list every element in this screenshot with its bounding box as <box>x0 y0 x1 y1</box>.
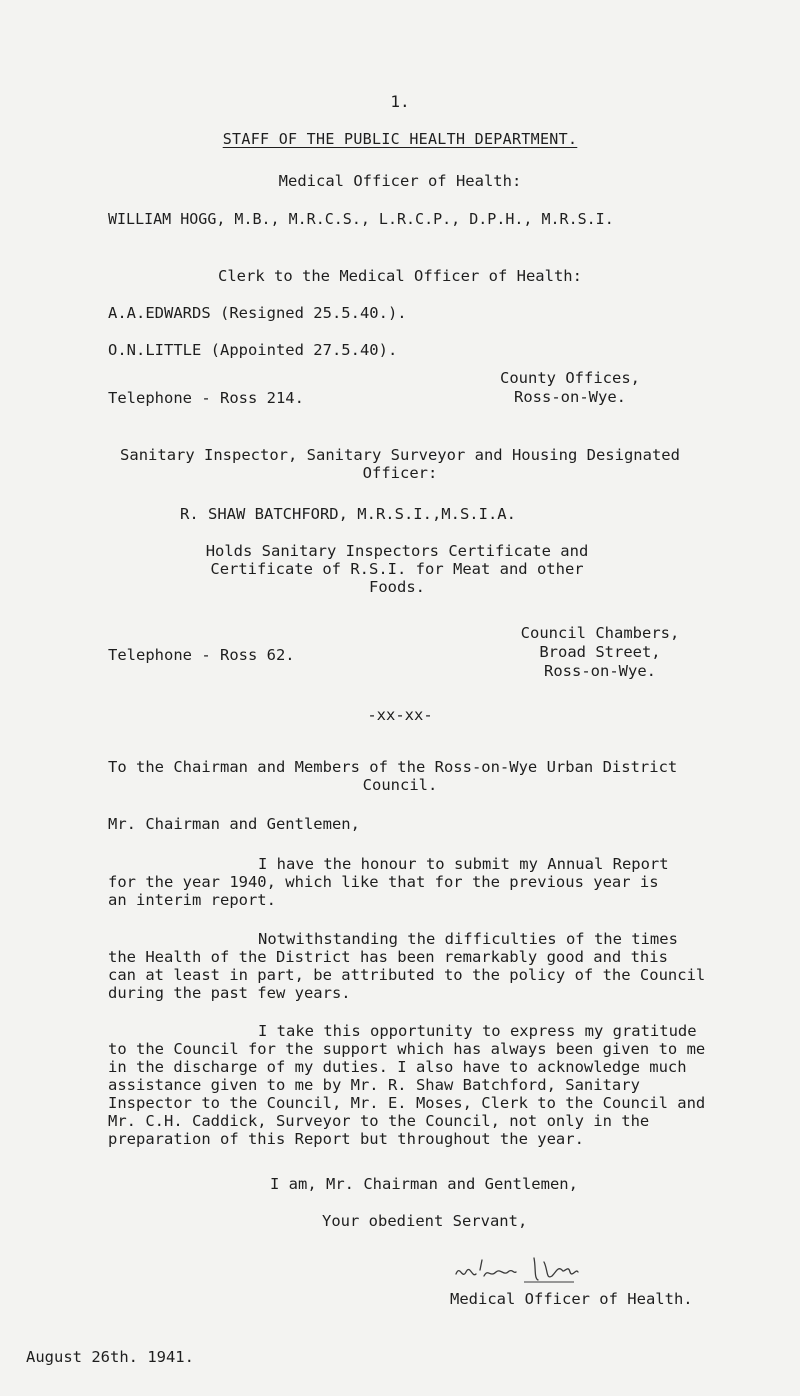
clerk-line-2: O.N.LITTLE (Appointed 27.5.40). <box>108 341 398 359</box>
cert-line-1: Holds Sanitary Inspectors Certificate and <box>205 542 589 560</box>
address-2-line-1: Council Chambers, <box>520 624 680 642</box>
address-1-line-1: County Offices, <box>500 369 640 387</box>
address-2-line-3: Ross-on-Wye. <box>544 662 656 680</box>
inspector-role-line-2: Officer: <box>362 464 438 482</box>
p3-line-7: preparation of this Report but throughout the year. <box>108 1130 584 1148</box>
p3-line-2: to the Council for the support which has always been given to me <box>108 1040 706 1058</box>
separator: -xx-xx- <box>367 706 433 724</box>
address-2 <box>515 624 685 681</box>
p3-line-6: Mr. C.H. Caddick, Surveyor to the Council, not only in the <box>108 1112 650 1130</box>
cert-line-3: Foods. <box>369 578 425 596</box>
signature-title: Medical Officer of Health. <box>450 1290 693 1308</box>
page-number: 1. <box>390 92 410 111</box>
p1-line-2: for the year 1940, which like that for the previous year is <box>108 873 659 891</box>
moh-role: Medical Officer of Health: <box>278 172 522 190</box>
paragraph-2 <box>108 930 705 1002</box>
inspector-name: R. SHAW BATCHFORD, M.R.S.I.,M.S.I.A. <box>180 505 516 523</box>
closing-2: Your obedient Servant, <box>322 1212 528 1230</box>
p2-line-4: during the past few years. <box>108 984 351 1002</box>
handwritten-signature <box>452 1250 632 1290</box>
cert-line-2: Certificate of R.S.I. for Meat and other <box>210 560 584 578</box>
p2-line-3: can at least in part, be attributed to the policy of the Council <box>108 966 706 984</box>
p3-line-5: Inspector to the Council, Mr. E. Moses, Clerk to the Council and <box>108 1094 706 1112</box>
address-1-line-2: Ross-on-Wye. <box>514 388 626 406</box>
letter-address-line-1: To the Chairman and Members of the Ross-on-Wye Urban District <box>108 758 678 776</box>
telephone-2: Telephone - Ross 62. <box>108 646 295 664</box>
address-1 <box>495 369 645 407</box>
inspector-role-line-1: Sanitary Inspector, Sanitary Surveyor and Housing Designated <box>120 446 680 464</box>
letter-address-line-2: Council. <box>362 776 438 794</box>
paragraph-1 <box>108 855 669 909</box>
clerk-role: Clerk to the Medical Officer of Health: <box>218 267 582 285</box>
address-2-line-2: Broad Street, <box>539 643 661 661</box>
clerk-line-1: A.A.EDWARDS (Resigned 25.5.40.). <box>108 304 407 322</box>
p1-line-1: I have the honour to submit my Annual Report <box>258 855 669 873</box>
telephone-1: Telephone - Ross 214. <box>108 389 304 407</box>
moh-name: WILLIAM HOGG, M.B., M.R.C.S., L.R.C.P., D.P.H., M.R.S.I. <box>108 210 614 228</box>
p1-line-3: an interim report. <box>108 891 276 909</box>
page-title: STAFF OF THE PUBLIC HEALTH DEPARTMENT. <box>222 130 578 148</box>
p3-line-1: I take this opportunity to express my gratitude <box>258 1022 697 1040</box>
salutation: Mr. Chairman and Gentlemen, <box>108 815 360 833</box>
p3-line-4: assistance given to me by Mr. R. Shaw Batchford, Sanitary <box>108 1076 640 1094</box>
paragraph-3 <box>108 1022 705 1148</box>
date: August 26th. 1941. <box>26 1348 194 1366</box>
p2-line-2: the Health of the District has been remarkably good and this <box>108 948 668 966</box>
closing: I am, Mr. Chairman and Gentlemen, <box>270 1175 578 1193</box>
p2-line-1: Notwithstanding the difficulties of the times <box>258 930 678 948</box>
inspector-certificates <box>202 542 592 596</box>
p3-line-3: in the discharge of my duties. I also have to acknowledge much <box>108 1058 687 1076</box>
